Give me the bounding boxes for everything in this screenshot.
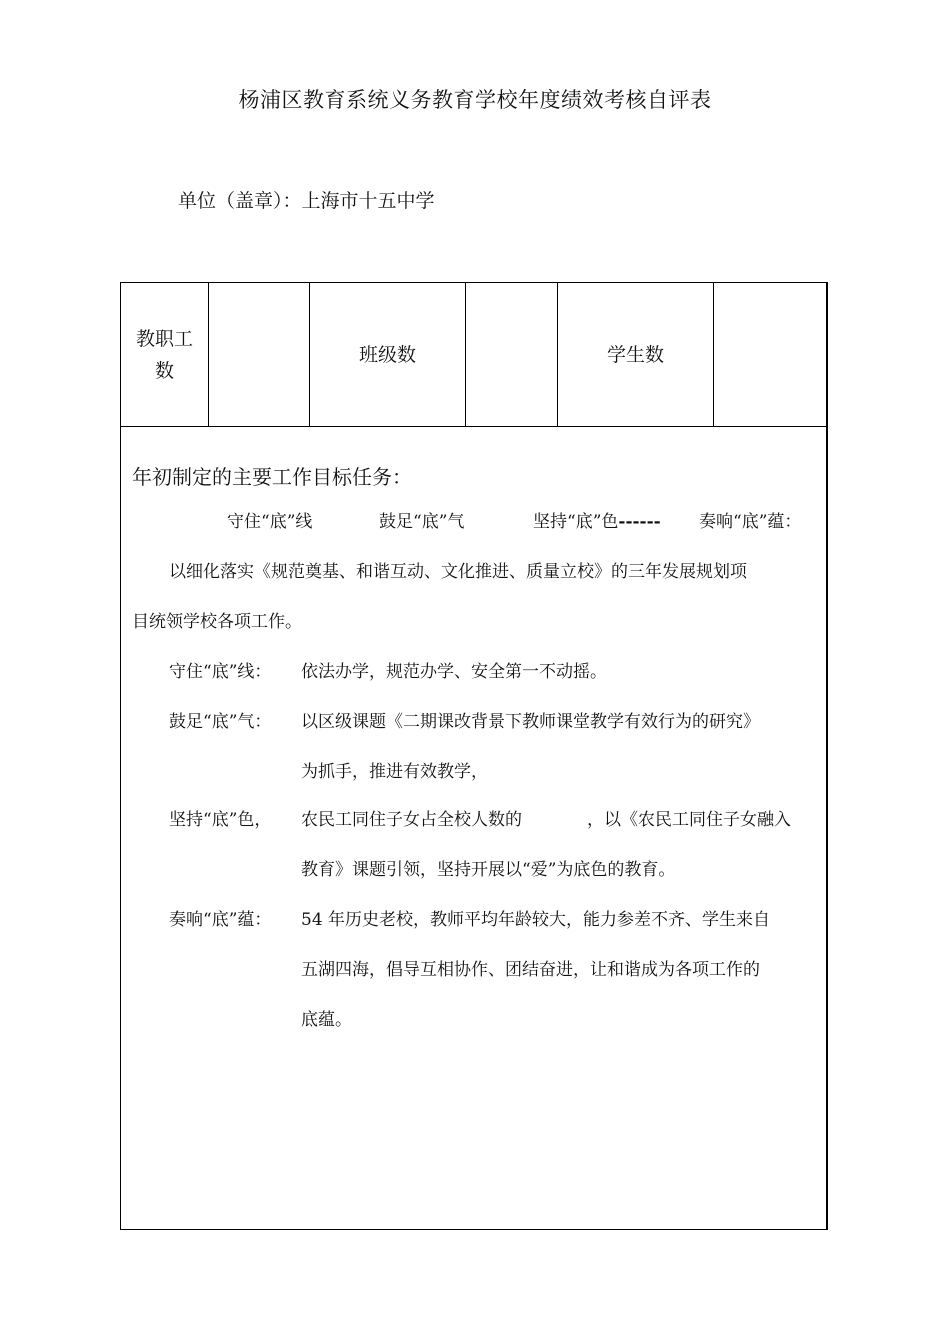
item4-line1: 54 年历史老校，教师平均年龄较大，能力参差不齐、学生来自 <box>301 910 771 930</box>
motto-4: 奏响“底”蕴： <box>699 512 802 532</box>
motto-3 <box>533 507 661 532</box>
item2-label: 鼓足“底”气： <box>169 712 272 732</box>
item3-line1a: 农民工同住子女占全校人数的 <box>301 810 522 830</box>
staff-count-label <box>121 283 209 426</box>
staff-label-line2: 数 <box>154 359 174 382</box>
item2-line2: 为抓手，推进有效教学， <box>301 762 488 782</box>
item4-line2: 五湖四海，倡导互相协作、团结奋进，让和谐成为各项工作的 <box>301 960 760 980</box>
student-count-label: 学生数 <box>558 283 714 426</box>
document-title: 杨浦区教育系统义务教育学校年度绩效考核自评表 <box>238 88 712 112</box>
student-count-value[interactable] <box>714 283 827 426</box>
header-row <box>121 283 826 427</box>
staff-label-line1: 教职工 <box>135 327 193 350</box>
item4-line3: 底蕴。 <box>301 1010 352 1030</box>
targets-heading: 年初制定的主要工作目标任务： <box>132 465 412 489</box>
intro-line-2: 目统领学校各项工作。 <box>132 612 302 632</box>
motto-2: 鼓足“底”气 <box>379 512 465 532</box>
evaluation-form <box>120 282 828 1230</box>
motto-3-text: 坚持“底”色 <box>533 512 619 532</box>
class-count-label: 班级数 <box>310 283 466 426</box>
item1-text: 依法办学，规范办学、安全第一不动摇。 <box>301 662 607 682</box>
item1-label: 守住“底”线： <box>169 662 272 682</box>
item3-line1b: ，以《农民工同住子女融入 <box>587 810 791 830</box>
item4-label: 奏响“底”蕴： <box>169 910 272 930</box>
intro-line-1: 以细化落实《规范奠基、和谐互动、文化推进、质量立校》的三年发展规划项 <box>169 562 747 582</box>
class-count-value[interactable] <box>466 283 558 426</box>
motto-1: 守住“底”线 <box>227 512 313 532</box>
item2-line1: 以区级课题《二期课改背景下教师课堂教学有效行为的研究》 <box>301 712 760 732</box>
item3-line2: 教育》课题引领，坚持开展以“爱”为底色的教育。 <box>301 860 676 880</box>
staff-count-value[interactable] <box>209 283 310 426</box>
motto-dashes: ------ <box>618 512 661 532</box>
item3-label: 坚持“底”色， <box>169 810 272 830</box>
unit-stamp-line: 单位（盖章）：上海市十五中学 <box>178 190 435 212</box>
